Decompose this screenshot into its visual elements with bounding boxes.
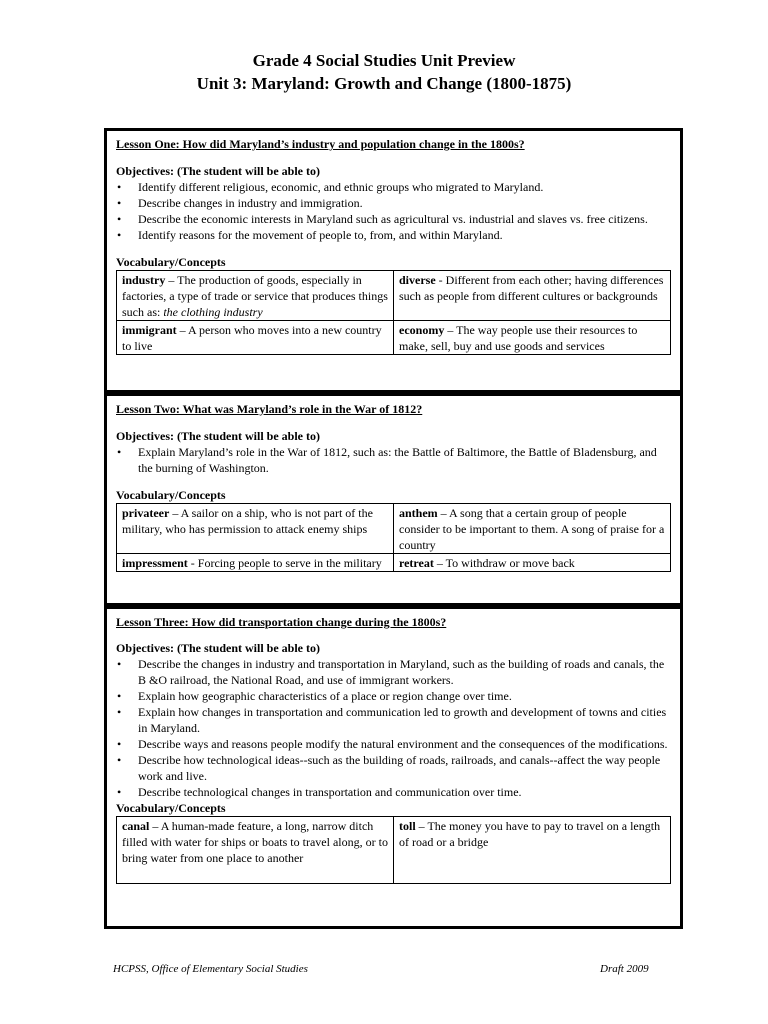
objective-item: • Explain how changes in transportation and communication led to growth and development of towns and cities in Maryland. xyxy=(116,704,671,736)
vocab-term: retreat xyxy=(399,556,434,570)
objectives-label: Objectives: (The student will be able to) xyxy=(116,429,320,443)
vocab-cell: industry – The production of goods, especially in factories, a type of trade or service that produces things such as: the clothing industry xyxy=(117,271,394,321)
vocab-definition: A sailor on a ship, who is not part of the military, who has permission to attack enemy ships xyxy=(122,506,373,536)
objective-item: • Describe how technological ideas--such as the building of roads, railroads, and canals--affect the way people work and live. xyxy=(116,752,671,784)
lesson-heading: Lesson One: How did Maryland’s industry and population change in the 1800s? xyxy=(116,137,525,151)
objective-item: • Describe technological changes in transportation and communication over time. xyxy=(116,784,671,800)
objectives-label: Objectives: (The student will be able to) xyxy=(116,164,320,178)
vocab-term: diverse xyxy=(399,273,436,287)
vocab-label: Vocabulary/Concepts xyxy=(116,801,226,815)
vocab-definition: Different from each other; having differences such as people from different cultures or backgrounds xyxy=(399,273,664,303)
objectives-list xyxy=(116,444,671,476)
vocab-term: anthem xyxy=(399,506,438,520)
vocab-definition: A human-made feature, a long, narrow ditch filled with water for ships or boats to travel along, or to bring water from one place to another xyxy=(122,819,388,865)
lesson-three-box xyxy=(104,606,683,929)
objective-item: • Describe changes in industry and immigration. xyxy=(116,195,671,211)
vocab-label: Vocabulary/Concepts xyxy=(116,488,226,502)
objectives-list xyxy=(116,656,671,800)
vocab-term: privateer xyxy=(122,506,170,520)
vocab-definition: To withdraw or move back xyxy=(445,556,575,570)
vocab-definition: Forcing people to serve in the military xyxy=(197,556,382,570)
vocab-table xyxy=(116,816,671,884)
vocab-cell: anthem – A song that a certain group of people consider to be important to them. A song of praise for a country xyxy=(394,504,671,554)
footer-office: HCPSS, Office of Elementary Social Studies xyxy=(113,963,308,975)
objective-item: • Describe the changes in industry and transportation in Maryland, such as the building of roads and canals, the B &O railroad, the National Road, and use of immigrant workers. xyxy=(116,656,671,688)
vocab-table xyxy=(116,503,671,572)
vocab-cell: economy – The way people use their resources to make, sell, buy and use goods and services xyxy=(394,321,671,355)
vocab-term: industry xyxy=(122,273,166,287)
vocab-definition: The money you have to pay to travel on a length of road or a bridge xyxy=(399,819,661,849)
vocab-definition: The way people use their resources to make, sell, buy and use goods and services xyxy=(399,323,638,353)
vocab-cell: toll – The money you have to pay to travel on a length of road or a bridge xyxy=(394,817,671,884)
vocab-cell: canal – A human-made feature, a long, narrow ditch filled with water for ships or boats to travel along, or to bring water from one place to another xyxy=(117,817,394,884)
objective-item: • Identify different religious, economic, and ethnic groups who migrated to Maryland. xyxy=(116,179,671,195)
objective-item: • Explain how geographic characteristics of a place or region change over time. xyxy=(116,688,671,704)
vocab-cell: privateer – A sailor on a ship, who is not part of the military, who has permission to attack enemy ships xyxy=(117,504,394,554)
objectives-list xyxy=(116,179,671,243)
unit-subtitle: Unit 3: Maryland: Growth and Change (1800-1875) xyxy=(196,74,572,93)
lesson-heading: Lesson Two: What was Maryland’s role in the War of 1812? xyxy=(116,402,423,416)
vocab-example: the clothing industry xyxy=(163,305,263,319)
vocab-cell: impressment - Forcing people to serve in the military xyxy=(117,554,394,572)
objectives-label: Objectives: (The student will be able to) xyxy=(116,641,320,655)
vocab-cell: diverse - Different from each other; having differences such as people from different cultures or backgrounds xyxy=(394,271,671,321)
vocab-label: Vocabulary/Concepts xyxy=(116,255,226,269)
objective-item: • Describe ways and reasons people modify the natural environment and the consequences of the modifications. xyxy=(116,736,671,752)
vocab-definition: A song that a certain group of people consider to be important to them. A song of praise for a country xyxy=(399,506,665,552)
vocab-table xyxy=(116,270,671,355)
lesson-two-box xyxy=(104,393,683,606)
vocab-term: immigrant xyxy=(122,323,177,337)
objective-item: • Explain Maryland’s role in the War of 1812, such as: the Battle of Baltimore, the Battle of Bladensburg, and the burning of Washington. xyxy=(116,444,671,476)
vocab-term: economy xyxy=(399,323,445,337)
vocab-term: canal xyxy=(122,819,150,833)
vocab-definition: A person who moves into a new country to live xyxy=(122,323,382,353)
vocab-definition: The production of goods, especially in factories, a type of trade or service that produces things such as: xyxy=(122,273,388,319)
vocab-term: impressment xyxy=(122,556,188,570)
lesson-one-box xyxy=(104,128,683,393)
footer-draft: Draft 2009 xyxy=(600,963,649,975)
vocab-term: toll xyxy=(399,819,416,833)
lesson-heading: Lesson Three: How did transportation change during the 1800s? xyxy=(116,615,447,629)
objective-item: • Describe the economic interests in Maryland such as agricultural vs. industrial and slaves vs. free citizens. xyxy=(116,211,671,227)
vocab-cell: retreat – To withdraw or move back xyxy=(394,554,671,572)
objective-item: • Identify reasons for the movement of people to, from, and within Maryland. xyxy=(116,227,671,243)
vocab-cell: immigrant – A person who moves into a new country to live xyxy=(117,321,394,355)
page-title: Grade 4 Social Studies Unit Preview xyxy=(252,51,516,70)
